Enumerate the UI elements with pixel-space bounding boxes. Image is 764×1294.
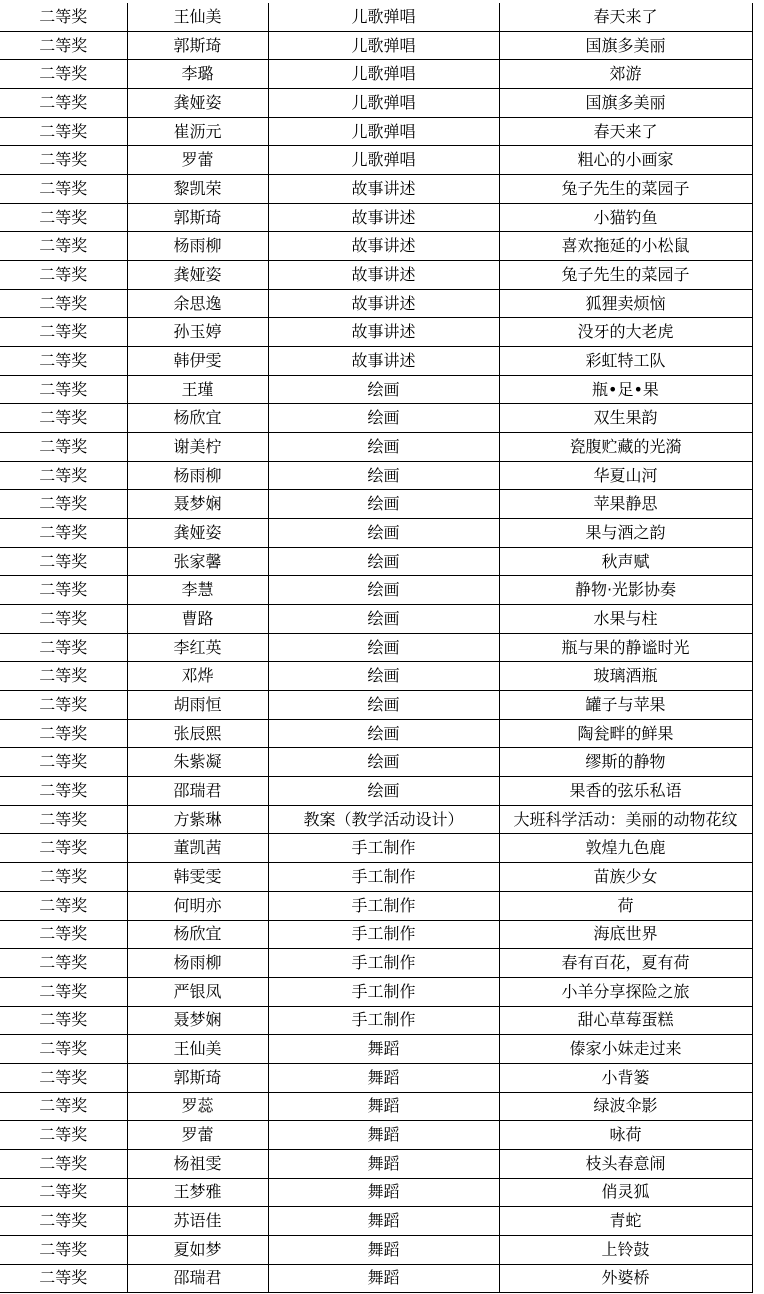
award-level-cell: 二等奖 — [0, 461, 127, 490]
table-row — [0, 1092, 752, 1121]
table-row — [0, 605, 752, 634]
category-cell: 舞蹈 — [268, 1235, 499, 1264]
award-level-cell: 二等奖 — [0, 1035, 127, 1064]
category-cell: 绘画 — [268, 748, 499, 777]
award-level-cell: 二等奖 — [0, 1092, 127, 1121]
award-level-cell: 二等奖 — [0, 289, 127, 318]
participant-name-cell: 苏语佳 — [127, 1207, 268, 1236]
table-row — [0, 1149, 752, 1178]
category-cell: 舞蹈 — [268, 1092, 499, 1121]
table-row — [0, 662, 752, 691]
category-cell: 手工制作 — [268, 977, 499, 1006]
participant-name-cell: 孙玉婷 — [127, 318, 268, 347]
work-title-cell: 果香的弦乐私语 — [499, 777, 752, 806]
work-title-cell: 春有百花，夏有荷 — [499, 949, 752, 978]
work-title-cell: 兔子先生的菜园子 — [499, 261, 752, 290]
table-row — [0, 949, 752, 978]
table-row — [0, 89, 752, 118]
award-level-cell: 二等奖 — [0, 1063, 127, 1092]
participant-name-cell: 崔沥元 — [127, 117, 268, 146]
table-row — [0, 519, 752, 548]
participant-name-cell: 王瑾 — [127, 375, 268, 404]
category-cell: 故事讲述 — [268, 289, 499, 318]
table-row — [0, 719, 752, 748]
participant-name-cell: 曹路 — [127, 605, 268, 634]
table-row — [0, 117, 752, 146]
table-row — [0, 490, 752, 519]
participant-name-cell: 杨欣宜 — [127, 920, 268, 949]
work-title-cell: 小猫钓鱼 — [499, 203, 752, 232]
work-title-cell: 粗心的小画家 — [499, 146, 752, 175]
award-level-cell: 二等奖 — [0, 547, 127, 576]
participant-name-cell: 聂梦娴 — [127, 490, 268, 519]
table-row — [0, 404, 752, 433]
table-row — [0, 31, 752, 60]
participant-name-cell: 邵瑞君 — [127, 1264, 268, 1293]
category-cell: 绘画 — [268, 633, 499, 662]
participant-name-cell: 郭斯琦 — [127, 1063, 268, 1092]
category-cell: 舞蹈 — [268, 1121, 499, 1150]
work-title-cell: 双生果韵 — [499, 404, 752, 433]
participant-name-cell: 余思逸 — [127, 289, 268, 318]
work-title-cell: 敦煌九色鹿 — [499, 834, 752, 863]
work-title-cell: 绿波伞影 — [499, 1092, 752, 1121]
award-level-cell: 二等奖 — [0, 920, 127, 949]
participant-name-cell: 李慧 — [127, 576, 268, 605]
work-title-cell: 狐狸卖烦恼 — [499, 289, 752, 318]
participant-name-cell: 邵瑞君 — [127, 777, 268, 806]
category-cell: 绘画 — [268, 547, 499, 576]
category-cell: 手工制作 — [268, 891, 499, 920]
table-row — [0, 1207, 752, 1236]
category-cell: 儿歌弹唱 — [268, 146, 499, 175]
category-cell: 故事讲述 — [268, 175, 499, 204]
work-title-cell: 春天来了 — [499, 117, 752, 146]
table-row — [0, 318, 752, 347]
award-level-cell: 二等奖 — [0, 891, 127, 920]
work-title-cell: 玻璃酒瓶 — [499, 662, 752, 691]
table-row — [0, 1035, 752, 1064]
award-level-cell: 二等奖 — [0, 633, 127, 662]
participant-name-cell: 王仙美 — [127, 3, 268, 31]
category-cell: 儿歌弹唱 — [268, 3, 499, 31]
work-title-cell: 国旗多美丽 — [499, 31, 752, 60]
award-level-cell: 二等奖 — [0, 1178, 127, 1207]
award-level-cell: 二等奖 — [0, 490, 127, 519]
award-level-cell: 二等奖 — [0, 1264, 127, 1293]
table-row — [0, 60, 752, 89]
work-title-cell: 罐子与苹果 — [499, 691, 752, 720]
award-level-cell: 二等奖 — [0, 1006, 127, 1035]
work-title-cell: 上铃鼓 — [499, 1235, 752, 1264]
category-cell: 手工制作 — [268, 863, 499, 892]
table-row — [0, 547, 752, 576]
award-level-cell: 二等奖 — [0, 863, 127, 892]
award-level-cell: 二等奖 — [0, 605, 127, 634]
award-level-cell: 二等奖 — [0, 519, 127, 548]
table-row — [0, 433, 752, 462]
award-level-cell: 二等奖 — [0, 433, 127, 462]
award-table — [0, 3, 753, 1293]
participant-name-cell: 董凯茜 — [127, 834, 268, 863]
award-level-cell: 二等奖 — [0, 719, 127, 748]
category-cell: 绘画 — [268, 662, 499, 691]
award-level-cell: 二等奖 — [0, 261, 127, 290]
work-title-cell: 苹果静思 — [499, 490, 752, 519]
work-title-cell: 国旗多美丽 — [499, 89, 752, 118]
work-title-cell: 静物·光影协奏 — [499, 576, 752, 605]
participant-name-cell: 韩伊雯 — [127, 347, 268, 376]
participant-name-cell: 朱紫凝 — [127, 748, 268, 777]
category-cell: 舞蹈 — [268, 1264, 499, 1293]
participant-name-cell: 胡雨恒 — [127, 691, 268, 720]
category-cell: 舞蹈 — [268, 1207, 499, 1236]
table-row — [0, 977, 752, 1006]
award-level-cell: 二等奖 — [0, 347, 127, 376]
participant-name-cell: 龚娅姿 — [127, 89, 268, 118]
participant-name-cell: 罗蕾 — [127, 146, 268, 175]
award-level-cell: 二等奖 — [0, 1149, 127, 1178]
participant-name-cell: 邓烨 — [127, 662, 268, 691]
table-row — [0, 1006, 752, 1035]
participant-name-cell: 王梦雅 — [127, 1178, 268, 1207]
table-row — [0, 232, 752, 261]
table-row — [0, 691, 752, 720]
category-cell: 绘画 — [268, 490, 499, 519]
work-title-cell: 俏灵狐 — [499, 1178, 752, 1207]
category-cell: 舞蹈 — [268, 1178, 499, 1207]
award-level-cell: 二等奖 — [0, 576, 127, 605]
award-level-cell: 二等奖 — [0, 777, 127, 806]
category-cell: 绘画 — [268, 719, 499, 748]
work-title-cell: 荷 — [499, 891, 752, 920]
category-cell: 手工制作 — [268, 1006, 499, 1035]
award-table-body — [0, 3, 752, 1293]
category-cell: 儿歌弹唱 — [268, 117, 499, 146]
work-title-cell: 青蛇 — [499, 1207, 752, 1236]
participant-name-cell: 杨祖雯 — [127, 1149, 268, 1178]
award-level-cell: 二等奖 — [0, 89, 127, 118]
work-title-cell: 春天来了 — [499, 3, 752, 31]
work-title-cell: 小羊分享探险之旅 — [499, 977, 752, 1006]
table-row — [0, 1264, 752, 1293]
work-title-cell: 果与酒之韵 — [499, 519, 752, 548]
participant-name-cell: 杨雨柳 — [127, 232, 268, 261]
category-cell: 手工制作 — [268, 834, 499, 863]
table-row — [0, 748, 752, 777]
award-level-cell: 二等奖 — [0, 117, 127, 146]
table-row — [0, 891, 752, 920]
work-title-cell: 小背篓 — [499, 1063, 752, 1092]
table-row — [0, 461, 752, 490]
category-cell: 舞蹈 — [268, 1149, 499, 1178]
table-row — [0, 920, 752, 949]
participant-name-cell: 郭斯琦 — [127, 203, 268, 232]
work-title-cell: 苗族少女 — [499, 863, 752, 892]
work-title-cell: 甜心草莓蛋糕 — [499, 1006, 752, 1035]
category-cell: 绘画 — [268, 576, 499, 605]
award-level-cell: 二等奖 — [0, 404, 127, 433]
category-cell: 舞蹈 — [268, 1063, 499, 1092]
work-title-cell: 瓶•足•果 — [499, 375, 752, 404]
award-level-cell: 二等奖 — [0, 805, 127, 834]
table-row — [0, 1235, 752, 1264]
participant-name-cell: 罗蕊 — [127, 1092, 268, 1121]
category-cell: 绘画 — [268, 605, 499, 634]
table-row — [0, 834, 752, 863]
table-row — [0, 175, 752, 204]
table-row — [0, 863, 752, 892]
work-title-cell: 郊游 — [499, 60, 752, 89]
participant-name-cell: 黎凯荣 — [127, 175, 268, 204]
table-row — [0, 633, 752, 662]
award-level-cell: 二等奖 — [0, 146, 127, 175]
category-cell: 绘画 — [268, 404, 499, 433]
table-row — [0, 289, 752, 318]
participant-name-cell: 罗蕾 — [127, 1121, 268, 1150]
participant-name-cell: 聂梦娴 — [127, 1006, 268, 1035]
award-level-cell: 二等奖 — [0, 949, 127, 978]
participant-name-cell: 杨雨柳 — [127, 461, 268, 490]
work-title-cell: 瓶与果的静谧时光 — [499, 633, 752, 662]
participant-name-cell: 夏如梦 — [127, 1235, 268, 1264]
category-cell: 故事讲述 — [268, 261, 499, 290]
work-title-cell: 没牙的大老虎 — [499, 318, 752, 347]
category-cell: 教案（教学活动设计） — [268, 805, 499, 834]
work-title-cell: 秋声赋 — [499, 547, 752, 576]
award-level-cell: 二等奖 — [0, 318, 127, 347]
award-level-cell: 二等奖 — [0, 748, 127, 777]
participant-name-cell: 郭斯琦 — [127, 31, 268, 60]
table-row — [0, 1063, 752, 1092]
award-level-cell: 二等奖 — [0, 977, 127, 1006]
table-row — [0, 1121, 752, 1150]
participant-name-cell: 谢美柠 — [127, 433, 268, 462]
participant-name-cell: 严银凤 — [127, 977, 268, 1006]
participant-name-cell: 李红英 — [127, 633, 268, 662]
work-title-cell: 缪斯的静物 — [499, 748, 752, 777]
work-title-cell: 瓷腹贮藏的光漪 — [499, 433, 752, 462]
participant-name-cell: 王仙美 — [127, 1035, 268, 1064]
table-row — [0, 261, 752, 290]
category-cell: 绘画 — [268, 777, 499, 806]
category-cell: 绘画 — [268, 519, 499, 548]
table-row — [0, 576, 752, 605]
work-title-cell: 陶瓮畔的鲜果 — [499, 719, 752, 748]
participant-name-cell: 方紫琳 — [127, 805, 268, 834]
award-level-cell: 二等奖 — [0, 3, 127, 31]
award-level-cell: 二等奖 — [0, 31, 127, 60]
participant-name-cell: 龚娅姿 — [127, 261, 268, 290]
participant-name-cell: 杨雨柳 — [127, 949, 268, 978]
work-title-cell: 水果与柱 — [499, 605, 752, 634]
participant-name-cell: 张家馨 — [127, 547, 268, 576]
award-level-cell: 二等奖 — [0, 1235, 127, 1264]
category-cell: 绘画 — [268, 375, 499, 404]
category-cell: 手工制作 — [268, 920, 499, 949]
work-title-cell: 咏荷 — [499, 1121, 752, 1150]
table-row — [0, 1178, 752, 1207]
table-row — [0, 347, 752, 376]
award-level-cell: 二等奖 — [0, 1121, 127, 1150]
table-row — [0, 146, 752, 175]
category-cell: 儿歌弹唱 — [268, 89, 499, 118]
category-cell: 绘画 — [268, 461, 499, 490]
category-cell: 故事讲述 — [268, 318, 499, 347]
table-row — [0, 3, 752, 31]
category-cell: 故事讲述 — [268, 347, 499, 376]
work-title-cell: 外婆桥 — [499, 1264, 752, 1293]
work-title-cell: 大班科学活动：美丽的动物花纹 — [499, 805, 752, 834]
category-cell: 绘画 — [268, 433, 499, 462]
work-title-cell: 喜欢拖延的小松鼠 — [499, 232, 752, 261]
award-level-cell: 二等奖 — [0, 375, 127, 404]
work-title-cell: 傣家小妹走过来 — [499, 1035, 752, 1064]
award-level-cell: 二等奖 — [0, 1207, 127, 1236]
table-row — [0, 777, 752, 806]
category-cell: 舞蹈 — [268, 1035, 499, 1064]
work-title-cell: 海底世界 — [499, 920, 752, 949]
category-cell: 儿歌弹唱 — [268, 60, 499, 89]
participant-name-cell: 何明亦 — [127, 891, 268, 920]
work-title-cell: 枝头春意闹 — [499, 1149, 752, 1178]
table-row — [0, 375, 752, 404]
table-row — [0, 805, 752, 834]
participant-name-cell: 杨欣宜 — [127, 404, 268, 433]
participant-name-cell: 张辰熙 — [127, 719, 268, 748]
category-cell: 故事讲述 — [268, 203, 499, 232]
award-level-cell: 二等奖 — [0, 834, 127, 863]
table-row — [0, 203, 752, 232]
category-cell: 故事讲述 — [268, 232, 499, 261]
participant-name-cell: 韩雯雯 — [127, 863, 268, 892]
category-cell: 手工制作 — [268, 949, 499, 978]
work-title-cell: 华夏山河 — [499, 461, 752, 490]
work-title-cell: 兔子先生的菜园子 — [499, 175, 752, 204]
award-level-cell: 二等奖 — [0, 60, 127, 89]
award-level-cell: 二等奖 — [0, 175, 127, 204]
category-cell: 绘画 — [268, 691, 499, 720]
award-level-cell: 二等奖 — [0, 691, 127, 720]
work-title-cell: 彩虹特工队 — [499, 347, 752, 376]
award-level-cell: 二等奖 — [0, 232, 127, 261]
award-level-cell: 二等奖 — [0, 662, 127, 691]
participant-name-cell: 龚娅姿 — [127, 519, 268, 548]
award-level-cell: 二等奖 — [0, 203, 127, 232]
category-cell: 儿歌弹唱 — [268, 31, 499, 60]
participant-name-cell: 李璐 — [127, 60, 268, 89]
